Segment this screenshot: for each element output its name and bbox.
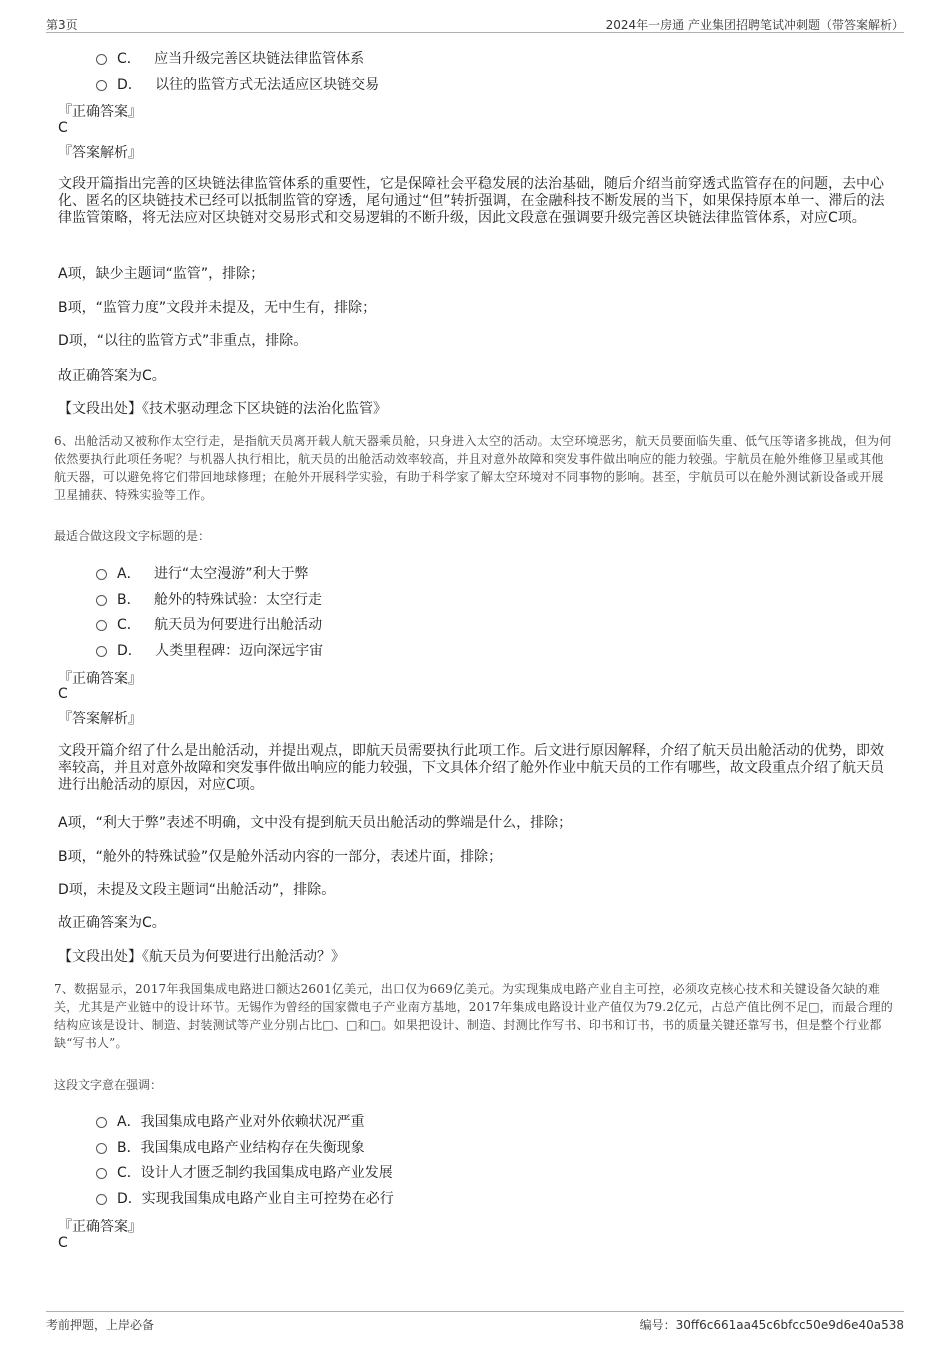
q6-source: 【文段出处】《航天员为何要进行出舱活动？》 xyxy=(58,949,345,965)
radio-icon[interactable] xyxy=(96,1194,107,1205)
q5-conclusion: 故正确答案为C。 xyxy=(58,368,166,384)
page-footer xyxy=(46,1311,904,1334)
q6-answer-label: 『正确答案』 xyxy=(58,671,142,687)
q5-analysis-label: 『答案解析』 xyxy=(58,145,142,161)
footer-slogan: 考前押题，上岸必备 xyxy=(46,1318,155,1332)
q6-conclusion: 故正确答案为C。 xyxy=(58,915,166,931)
radio-icon[interactable] xyxy=(96,646,107,657)
q7-option-b[interactable]: B．我国集成电路产业结构存在失衡现象 xyxy=(96,1137,365,1157)
q5-answer-label: 『正确答案』 xyxy=(58,104,142,120)
radio-icon[interactable] xyxy=(96,1168,107,1179)
q5-note-d: D项，“以往的监管方式”非重点，排除。 xyxy=(58,333,308,349)
q7-stem: 7、数据显示，2017年我国集成电路进口额达2601亿美元，出口仅为669亿美元。为实现集成电路产业自主可控，必须攻克核心技术和关键设备欠缺的难关，尤其是产业链中的设计环节。无锡作为曾经的国家微电子产业南方基地，2017年集成电路设计业产值仅为79.2亿元，占总产值比例不足□，而最合理的结构应该是设计、制造、封装测试等产业分别占比□、□和□。如果把设计、制造、封测比作写书、印书和订书，书的质量关键还靠写书，但是整个行业都缺“写书人”。 xyxy=(54,982,894,1050)
q7-option-a[interactable]: A．我国集成电路产业对外依赖状况严重 xyxy=(96,1111,365,1131)
document-title: 2024年一房通 产业集团招聘笔试冲刺题（带答案解析） xyxy=(605,18,904,32)
q5-option-d[interactable]: D． 以往的监管方式无法适应区块链交易 xyxy=(96,74,379,94)
page-header xyxy=(46,14,904,33)
q6-note-a: A项，“利大于弊”表述不明确，文中没有提到航天员出舱活动的弊端是什么，排除； xyxy=(58,815,573,831)
q6-analysis-label: 『答案解析』 xyxy=(58,711,142,727)
q5-option-c[interactable]: C． 应当升级完善区块链法律监管体系 xyxy=(96,48,364,68)
radio-icon[interactable] xyxy=(96,54,107,65)
q6-analysis: 文段开篇介绍了什么是出舱活动，并提出观点，即航天员需要执行此项工作。后文进行原因解释，介绍了航天员出舱活动的优势，即效率较高，并且对意外故障和突发事件做出响应的能力较强，下文具体介绍了舱外作业中航天员的工作有哪些，故文段重点介绍了航天员进行出舱活动的原因，对应C项。 xyxy=(58,743,884,793)
q6-note-d: D项，未提及文段主题词“出舱活动”，排除。 xyxy=(58,882,336,898)
q5-note-b: B项，“监管力度”文段并未提及，无中生有，排除； xyxy=(58,300,377,316)
q7-prompt: 这段文字意在强调： xyxy=(54,1078,163,1092)
q6-prompt: 最适合做这段文字标题的是： xyxy=(54,529,211,543)
radio-icon[interactable] xyxy=(96,595,107,606)
page-number: 第3页 xyxy=(46,18,78,32)
q5-note-a: A项，缺少主题词“监管”，排除； xyxy=(58,266,265,282)
q7-answer: C xyxy=(58,1235,68,1251)
radio-icon[interactable] xyxy=(96,1117,107,1128)
q5-analysis: 文段开篇指出完善的区块链法律监管体系的重要性，它是保障社会平稳发展的法治基础，随后介绍当前穿透式监管存在的问题，去中心化、匿名的区块链技术已经可以抵制监管的穿透，尾句通过“但”转折强调，在金融科技不断发展的当下，如果保持原本单一、滞后的法律监管策略，将无法应对区块链对交易形式和交易逻辑的不断升级，因此文段意在强调要升级完善区块链法律监管体系，对应C项。 xyxy=(58,176,885,226)
q6-answer: C xyxy=(58,686,68,702)
q7-answer-label: 『正确答案』 xyxy=(58,1219,142,1235)
radio-icon[interactable] xyxy=(96,620,107,631)
q6-note-b: B项，“舱外的特殊试验”仅是舱外活动内容的一部分，表述片面，排除； xyxy=(58,849,503,865)
q6-option-a[interactable]: A． 进行“太空漫游”利大于弊 xyxy=(96,563,308,583)
q6-stem: 6、出舱活动又被称作太空行走，是指航天员离开载人航天器乘员舱，只身进入太空的活动。太空环境恶劣，航天员要面临失重、低气压等诸多挑战，但为何依然要执行此项任务呢？与机器人执行相比，航天员的出舱活动效率较高，并且对意外故障和突发事件做出响应的能力较强。宇航员在舱外维修卫星或其他航天器，可以避免将它们带回地球修理；在舱外开展科学实验，有助于科学家了解太空环境对不同事物的影响。甚至，宇航员可以在舱外测试新设备或开展卫星捕获、特殊实验等工作。 xyxy=(54,434,892,502)
q5-source: 【文段出处】《技术驱动理念下区块链的法治化监管》 xyxy=(58,401,387,417)
q5-answer: C xyxy=(58,120,68,136)
radio-icon[interactable] xyxy=(96,569,107,580)
q6-option-b[interactable]: B． 舱外的特殊试验：太空行走 xyxy=(96,589,322,609)
radio-icon[interactable] xyxy=(96,1143,107,1154)
q7-option-c[interactable]: C．设计人才匮乏制约我国集成电路产业发展 xyxy=(96,1162,393,1182)
document-code: 编号：30ff6c661aa45c6bfcc50e9d6e40a538 xyxy=(639,1318,904,1332)
q6-option-c[interactable]: C． 航天员为何要进行出舱活动 xyxy=(96,614,322,634)
q7-option-d[interactable]: D．实现我国集成电路产业自主可控势在必行 xyxy=(96,1188,394,1208)
radio-icon[interactable] xyxy=(96,80,107,91)
q6-option-d[interactable]: D． 人类里程碑：迈向深远宇宙 xyxy=(96,640,323,660)
